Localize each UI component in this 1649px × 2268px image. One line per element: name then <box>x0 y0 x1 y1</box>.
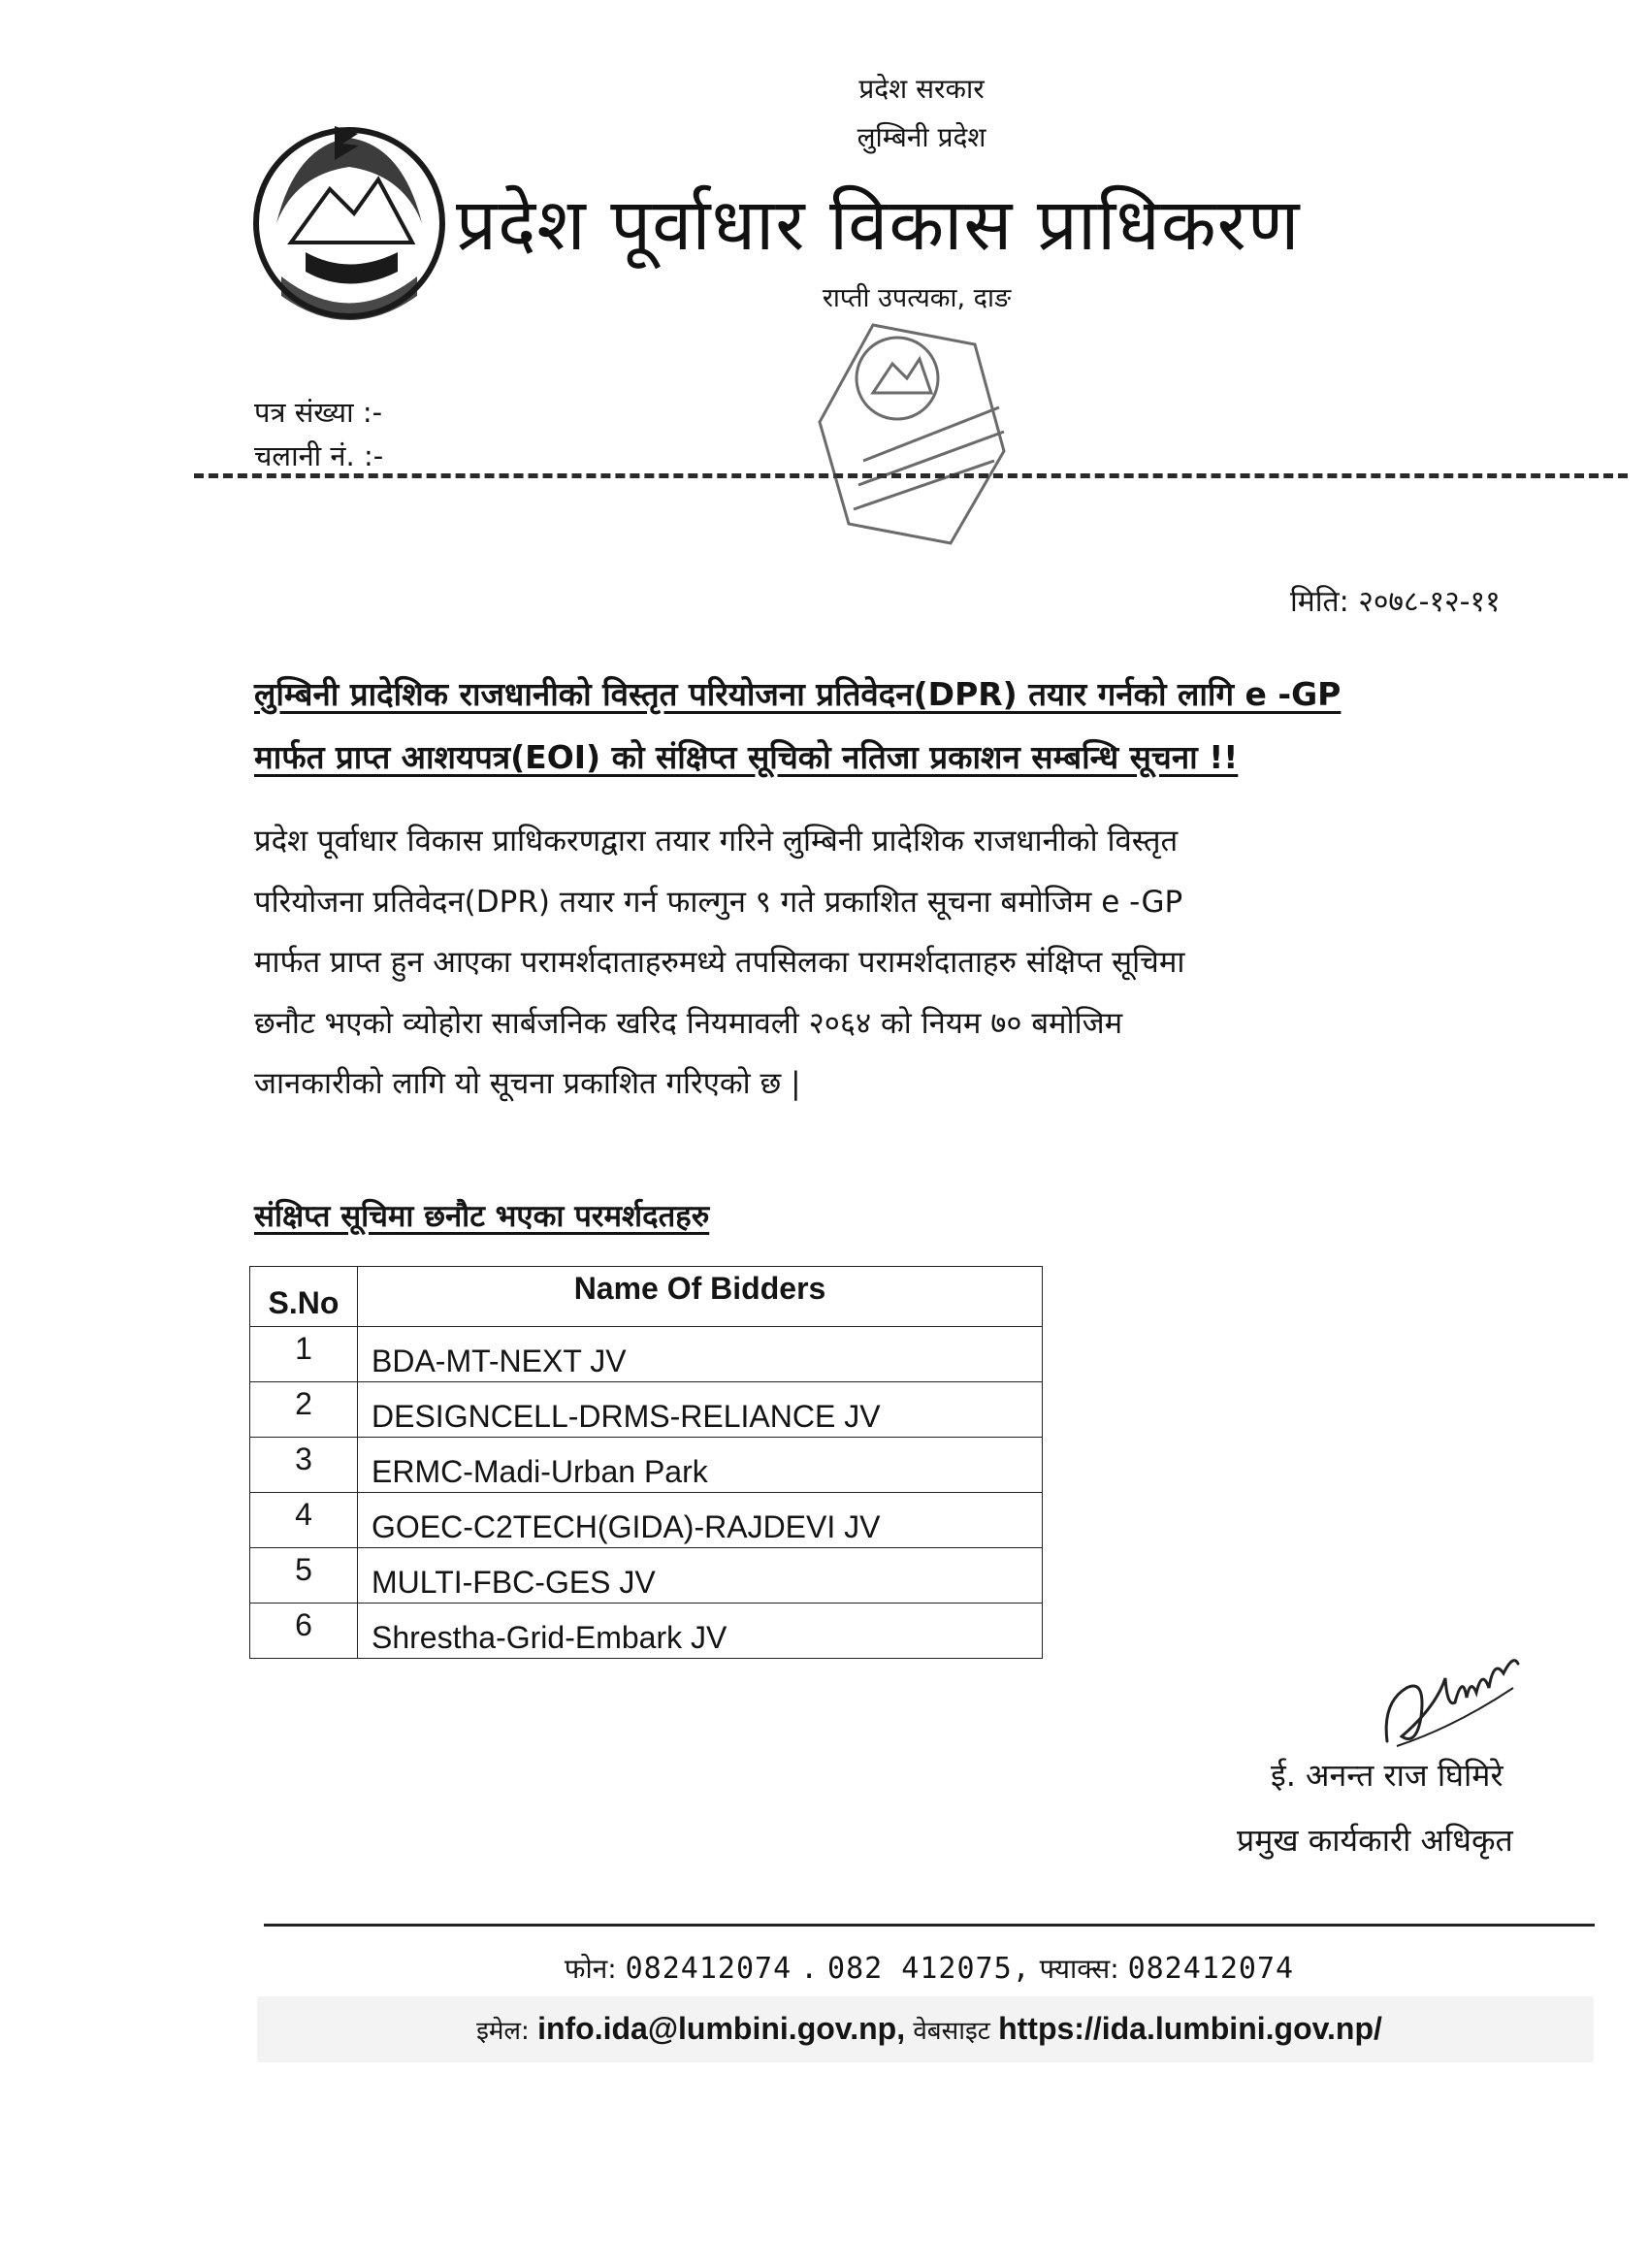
row-bidder-name: Shrestha-Grid-Embark JV <box>358 1604 1043 1659</box>
table-row <box>250 1493 1043 1548</box>
body-text-line: जानकारीको लागि यो सूचना प्रकाशित गरिएको छ | <box>254 1066 801 1101</box>
table-row <box>250 1604 1043 1659</box>
signature-icon <box>1377 1649 1523 1756</box>
row-sno: 4 <box>250 1493 358 1548</box>
province-label: लुम्बिनी प्रदेश <box>857 121 986 153</box>
phone-label: फोन: <box>564 1953 617 1985</box>
subject-line-2: मार्फत प्राप्त आशयपत्र(EOI) को संक्षिप्त सूचिको नतिजा प्रकाशन सम्बन्धि सूचना !! <box>254 738 1239 776</box>
column-header-bidder-name: Name Of Bidders <box>358 1267 1043 1327</box>
column-header-sno: S.No <box>250 1267 358 1327</box>
email-label: इमेल: <box>476 2017 530 2046</box>
letter-number-label: पत्र संख्या :- <box>254 396 383 429</box>
body-text-line: छनौट भएको व्योहोरा सार्बजनिक खरिद नियमावली २०६४ को नियम ७० बमोजिम <box>254 1006 1123 1041</box>
table-row <box>250 1382 1043 1438</box>
phone-number-2: 082 412075, <box>827 1952 1031 1986</box>
issue-date: मिति: २०७८-१२-११ <box>1290 585 1501 619</box>
email-link[interactable]: info.ida@lumbini.gov.np, <box>537 2011 906 2046</box>
body-text-line: मार्फत प्राप्त हुन आएका परामर्शदाताहरुमध्ये तपसिलका परामर्शदाताहरु संक्षिप्त सूचिमा <box>254 945 1185 980</box>
phone-separator: . <box>800 1952 820 1986</box>
signatory-title: प्रमुख कार्यकारी अधिकृत <box>1237 1822 1513 1859</box>
office-stamp-icon <box>805 315 1038 558</box>
organization-name: प्रदेश पूर्वाधार विकास प्राधिकरण <box>456 183 1301 267</box>
shortlist-table <box>249 1266 1043 1659</box>
dispatch-number-label: चलानी नं. :- <box>254 439 384 472</box>
row-bidder-name: MULTI-FBC-GES JV <box>358 1548 1043 1604</box>
row-sno: 5 <box>250 1548 358 1604</box>
row-bidder-name: DESIGNCELL-DRMS-RELIANCE JV <box>358 1382 1043 1438</box>
row-bidder-name: ERMC-Madi-Urban Park <box>358 1438 1043 1493</box>
body-text-line: प्रदेश पूर्वाधार विकास प्राधिकरणद्वारा तयार गरिने लुम्बिनी प्रादेशिक राजधानीको विस्तृत <box>254 824 1179 859</box>
table-row <box>250 1438 1043 1493</box>
body-text-line: परियोजना प्रतिवेदन(DPR) तयार गर्न फाल्गुन ९ गते प्रकाशित सूचना बमोजिम e -GP <box>254 885 1183 920</box>
row-sno: 2 <box>250 1382 358 1438</box>
row-bidder-name: GOEC-C2TECH(GIDA)-RAJDEVI JV <box>358 1493 1043 1548</box>
row-sno: 3 <box>250 1438 358 1493</box>
fax-label: फ्याक्स: <box>1039 1953 1119 1985</box>
phone-number-1: 082412074 <box>625 1952 792 1986</box>
organization-address: राप्ती उपत्यका, दाङ <box>822 283 1012 313</box>
website-link[interactable]: https://ida.lumbini.gov.np/ <box>998 2011 1382 2046</box>
row-sno: 6 <box>250 1604 358 1659</box>
government-label: प्रदेश सरकार <box>858 73 985 105</box>
footer-divider <box>264 1924 1595 1927</box>
row-bidder-name: BDA-MT-NEXT JV <box>358 1327 1043 1382</box>
nepal-emblem-icon <box>238 107 461 330</box>
row-sno: 1 <box>250 1327 358 1382</box>
website-label: वेबसाइट <box>913 2017 990 2046</box>
signatory-name: ई. अनन्त राज घिमिरे <box>1271 1757 1504 1794</box>
table-row <box>250 1327 1043 1382</box>
footer-web-line <box>264 2011 1595 2047</box>
fax-number: 082412074 <box>1127 1952 1295 1986</box>
shortlist-section-title: संक्षिप्त सूचिमा छनौट भएका परमर्शदतहरु <box>254 1199 710 1234</box>
table-header-row <box>250 1267 1043 1327</box>
subject-line-1: लुम्बिनी प्रादेशिक राजधानीको विस्तृत परियोजना प्रतिवेदन(DPR) तयार गर्नको लागि e -GP <box>254 675 1342 713</box>
table-row <box>250 1548 1043 1604</box>
footer-contact-line <box>264 1950 1595 1987</box>
